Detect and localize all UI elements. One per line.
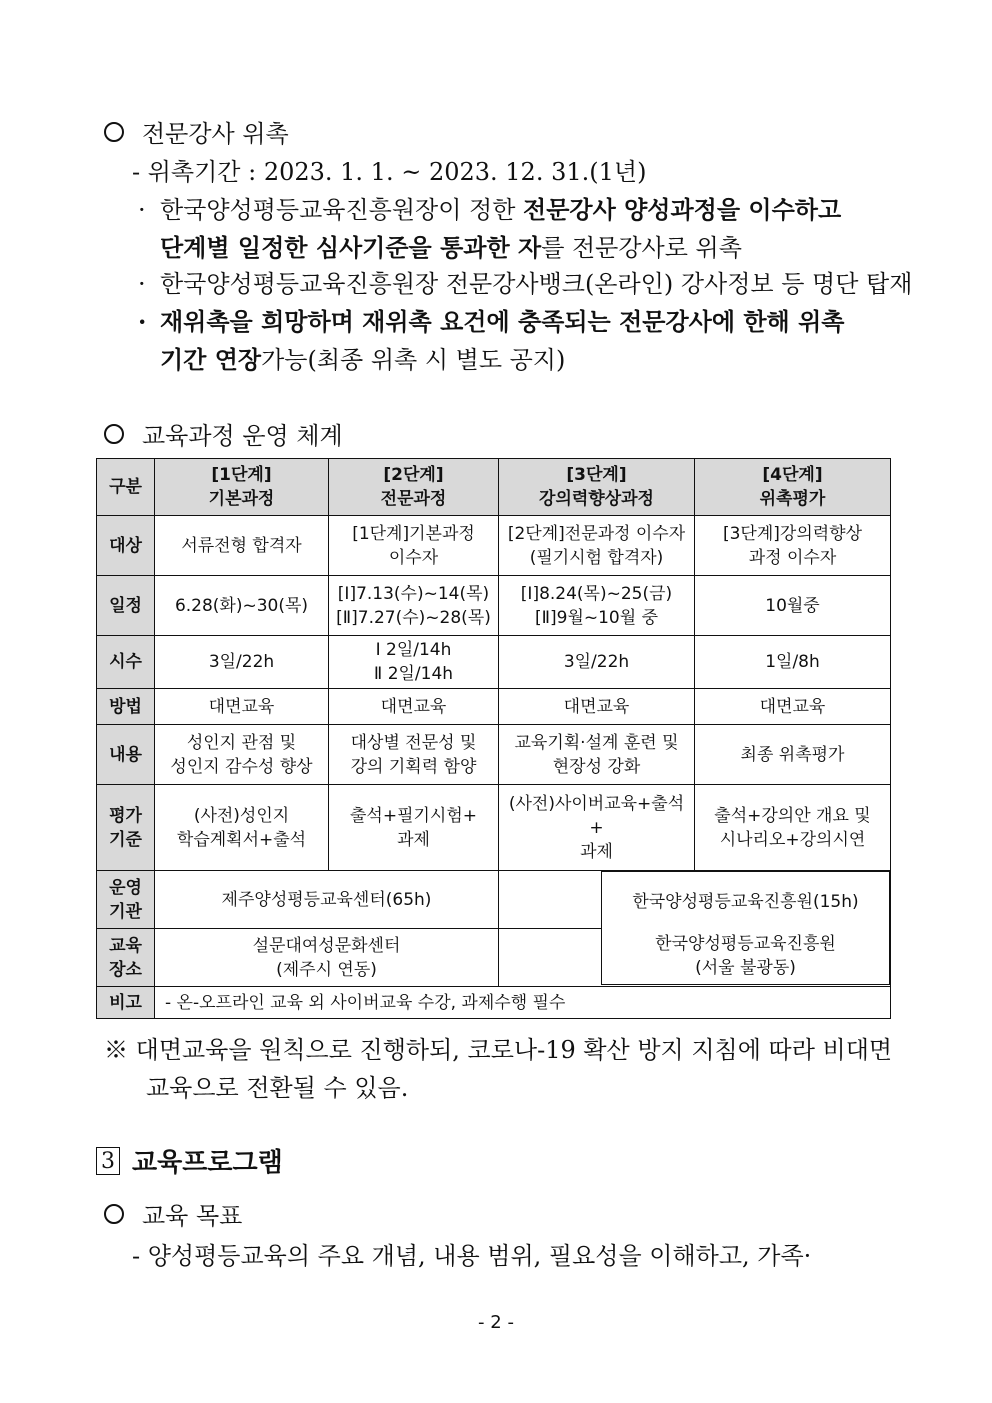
table-cell: [1단계]기본과정 이수자 xyxy=(329,516,499,576)
header-cell: [1단계] 기본과정 xyxy=(155,459,329,516)
section-heading-instructor xyxy=(104,114,289,149)
table-cell: 대상별 전문성 및 강의 기획력 함양 xyxy=(329,725,499,785)
section-heading-goal xyxy=(104,1196,242,1231)
bullet-1-bold-2: 단계별 일정한 심사기준을 통과한 자 xyxy=(160,233,542,262)
bullet-1-bold-1: 전문강사 양성과정을 이수하고 xyxy=(523,195,842,224)
note-line-1: ※ 대면교육을 원칙으로 진행하되, 코로나-19 확산 방지 지침에 따라 비대면 xyxy=(104,1036,893,1064)
table-row xyxy=(97,987,891,1019)
header-cell: 구분 xyxy=(97,459,155,516)
table-cell: 대면교육 xyxy=(155,689,329,725)
row-label: 내용 xyxy=(97,725,155,785)
middle-dot-icon: · xyxy=(138,196,146,224)
table-cell: (사전)성인지 학습계획서+출석 xyxy=(155,785,329,871)
bullet-3-bold-1: 재위촉을 희망하며 재위촉 요건에 충족되는 전문강사에 한해 위촉 xyxy=(160,307,845,336)
table-row xyxy=(97,516,891,576)
table-cell: (사전)사이버교육+출석+ 과제 xyxy=(499,785,695,871)
table-cell: 대면교육 xyxy=(499,689,695,725)
table-row xyxy=(97,636,891,689)
org-right-cell xyxy=(601,871,890,928)
row-label: 평가 기준 xyxy=(97,785,155,871)
circle-bullet-icon xyxy=(104,122,124,142)
heading-text: 교육 목표 xyxy=(142,1202,243,1230)
row-label: 방법 xyxy=(97,689,155,725)
bullet-1-plain-2: 를 전문강사로 위촉 xyxy=(541,234,742,262)
org-right-text: 한국양성평등교육진흥원(15h) xyxy=(632,892,859,912)
table-cell: Ⅰ 2일/14h Ⅱ 2일/14h xyxy=(329,636,499,689)
table-row xyxy=(97,689,891,725)
place-right-cell xyxy=(601,927,890,985)
bullet-1-plain-1: 한국양성평등교육진흥원장이 정한 xyxy=(160,196,524,224)
table-header-row xyxy=(97,459,891,516)
header-cell: [2단계] 전문과정 xyxy=(329,459,499,516)
bullet-3-line-1 xyxy=(138,302,844,337)
middle-dot-icon: · xyxy=(138,270,146,298)
table-cell: - 온-오프라인 교육 외 사이버교육 수강, 과제수행 필수 xyxy=(155,987,891,1019)
middle-dot-icon: · xyxy=(138,307,147,336)
table-cell: [2단계]전문과정 이수자 (필기시험 합격자) xyxy=(499,516,695,576)
row-label: 시수 xyxy=(97,636,155,689)
appointment-period: - 위촉기간 : 2023. 1. 1. ~ 2023. 12. 31.(1년) xyxy=(132,158,647,186)
header-cell: [3단계] 강의력향상과정 xyxy=(499,459,695,516)
circle-bullet-icon xyxy=(104,424,124,444)
row-label: 운영 기관 xyxy=(97,871,155,929)
heading-text: 교육과정 운영 체계 xyxy=(142,422,343,450)
note-line-2: 교육으로 전환될 수 있음. xyxy=(146,1074,409,1102)
table-cell: 1일/8h xyxy=(695,636,891,689)
table-cell: [Ⅰ]7.13(수)~14(목) [Ⅱ]7.27(수)~28(목) xyxy=(329,576,499,636)
table-cell: [Ⅰ]8.24(목)~25(금) [Ⅱ]9월~10월 중 xyxy=(499,576,695,636)
goal-line: - 양성평등교육의 주요 개념, 내용 범위, 필요성을 이해하고, 가족· xyxy=(132,1242,812,1270)
bullet-3-bold-2: 기간 연장 xyxy=(160,345,262,374)
table-cell: 3일/22h xyxy=(155,636,329,689)
circle-bullet-icon xyxy=(104,1204,124,1224)
bullet-3-line-2 xyxy=(160,340,565,375)
section-number-box: 3 xyxy=(96,1147,120,1175)
table-cell: 출석+강의안 개요 및 시나리오+강의시연 xyxy=(695,785,891,871)
row-label: 대상 xyxy=(97,516,155,576)
table-cell: [3단계]강의력향상 과정 이수자 xyxy=(695,516,891,576)
row-label: 비고 xyxy=(97,987,155,1019)
table-cell: 6.28(화)~30(목) xyxy=(155,576,329,636)
table-row xyxy=(97,725,891,785)
bullet-1-line-2 xyxy=(160,228,742,263)
bullet-1-line-1 xyxy=(138,190,841,225)
table-cell: 성인지 관점 및 성인지 감수성 향상 xyxy=(155,725,329,785)
table-cell: 3일/22h xyxy=(499,636,695,689)
heading-text: 전문강사 위촉 xyxy=(142,120,289,148)
section-3-title: 교육프로그램 xyxy=(132,1148,283,1178)
table-cell: 설문대여성문화센터 (제주시 연동) xyxy=(155,929,499,987)
section-heading-system xyxy=(104,416,343,451)
table-cell: 대면교육 xyxy=(695,689,891,725)
section-3-heading xyxy=(96,1142,283,1179)
row-label: 일정 xyxy=(97,576,155,636)
table-cell: 대면교육 xyxy=(329,689,499,725)
bullet-3-plain: 가능(최종 위촉 시 별도 공지) xyxy=(261,346,566,374)
table-cell: 서류전형 합격자 xyxy=(155,516,329,576)
table-cell: 최종 위촉평가 xyxy=(695,725,891,785)
table-cell: 교육기획·설계 훈련 및 현장성 강화 xyxy=(499,725,695,785)
place-right-text: 한국양성평등교육진흥원 (서울 불광동) xyxy=(655,933,836,978)
table-row xyxy=(97,576,891,636)
table-cell: 출석+필기시험+ 과제 xyxy=(329,785,499,871)
page-number: - 2 - xyxy=(478,1312,514,1333)
table-row xyxy=(97,785,891,871)
bullet-2 xyxy=(138,264,912,299)
table-cell: 10월중 xyxy=(695,576,891,636)
bullet-2-text: 한국양성평등교육진흥원장 전문강사뱅크(온라인) 강사정보 등 명단 탑재 xyxy=(160,270,913,298)
row-label: 교육 장소 xyxy=(97,929,155,987)
header-cell: [4단계] 위촉평가 xyxy=(695,459,891,516)
table-cell: 제주양성평등교육센터(65h) xyxy=(155,871,499,929)
